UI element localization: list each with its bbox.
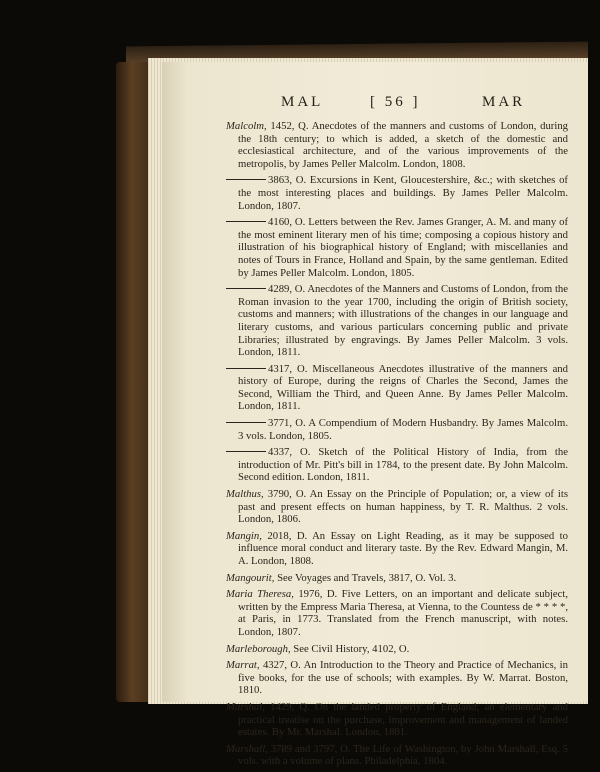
- entry-heading: Malthus,: [226, 488, 264, 501]
- catalog-entry: [226, 530, 568, 568]
- entry-heading: Marrat,: [226, 659, 260, 672]
- catalog-entry: [226, 488, 568, 526]
- book-page: [162, 62, 588, 768]
- entry-text: 1429, Q. On the landed property of England; an elementary and practical treatise on the purchase, improvement and management of landed estates. By Mr. Marshal. London, 1801.: [238, 700, 568, 739]
- catalog-entry: [226, 643, 568, 656]
- running-header: [162, 94, 588, 118]
- entry-text: 3789 and 3797, O. The Life of Washington, by John Marshall, Esq. 5 vols. with a volume of plans. Philadelphia, 1804.: [238, 742, 568, 768]
- entry-text: 1452, Q. Anecdotes of the manners and customs of London, during the 18th century; to which is added, a sketch of the domestic and ecclesiastical architecture, and of the various improvements of the metropolis, by James Peller Malcolm. London, 1808.: [238, 120, 569, 170]
- catalog-entry: [226, 572, 568, 585]
- entry-text: 4289, O. Anecdotes of the Manners and Customs of London, from the Roman invasion to the year 1700, including the origin of British society, customs and manners; with illustrations of the changes in our language and literary customs, and various particulars concerning public and private Libraries; illustrated by engravings. By James Peller Malcolm. 3 vols. London, 1811.: [238, 283, 568, 359]
- header-right: MAR: [482, 94, 526, 110]
- ditto-dash: [226, 451, 266, 452]
- entry-text: See Voyages and Travels, 3817, O. Vol. 3.: [277, 571, 457, 584]
- entry-text: 4327, O. An Introduction to the Theory and Practice of Mechanics, in five books, for the use of schools; with examples. By W. Marrat. Boston, 1810.: [238, 659, 569, 697]
- entry-text: 2018, D. An Essay on Light Reading, as it may be supposed to influence moral conduct and literary taste. By the Rev. Edward Mangin, M. A. London, 1808.: [238, 529, 568, 567]
- entry-text: 3771, O. A Compendium of Modern Husbandry. By James Malcolm. 3 vols. London, 1805.: [238, 417, 568, 442]
- catalog-entry: [226, 216, 568, 279]
- ditto-dash: [226, 288, 266, 289]
- catalog-entry: [226, 174, 568, 212]
- entry-text: 4337, O. Sketch of the Political History of India, from the introduction of Mr. Pitt's bill in 1784, to the present date. By John Malcolm. Second edition. London, 1811.: [238, 446, 568, 484]
- entry-heading: Mangin,: [226, 529, 262, 542]
- entry-text: 3790, O. An Essay on the Principle of Population; or, a view of its past and present effects on human happiness, by T. R. Malthus. 2 vols. London, 1806.: [238, 488, 569, 526]
- catalog-entry: [226, 743, 568, 768]
- entry-heading: Maria Theresa,: [226, 588, 294, 601]
- catalog-entry: [226, 588, 568, 638]
- entry-heading: Malcolm,: [226, 120, 267, 132]
- entry-text: 3863, O. Excursions in Kent, Gloucestershire, &c.; with sketches of the most interesting places and buildings. By James Peller Malcolm. London, 1807.: [238, 174, 568, 212]
- catalog-entry: [226, 659, 568, 697]
- catalog-entry: [226, 417, 568, 442]
- entry-text: 4317, O. Miscellaneous Anecdotes illustrative of the manners and history of Europe, during the reigns of Charles the Second, James the Second, William the Third, and Queen Anne. By James Peller Malcolm. London, 1811.: [238, 362, 568, 413]
- ditto-dash: [226, 422, 266, 423]
- header-left: MAL: [281, 94, 324, 110]
- page-number: [ 56 ]: [370, 94, 421, 110]
- entry-heading: Marshal,: [226, 700, 265, 713]
- catalog-entry: [226, 701, 568, 739]
- dark-background: [588, 40, 600, 760]
- catalog-entries: [226, 120, 568, 772]
- entry-text: 4160, O. Letters between the Rev. James Granger, A. M. and many of the most eminent literary men of his time; composing a copious history and illustration of his biographical history of England; with miscellanies and notes of Tours in France, Holland and Spain, by the same gentleman. Edited by James Peller Malcolm. London, 1805.: [238, 216, 568, 279]
- entry-text: See Civil History, 4102, O.: [293, 642, 410, 655]
- entry-heading: Marleborough,: [226, 642, 291, 655]
- ditto-dash: [226, 179, 266, 180]
- catalog-entry: [226, 120, 568, 170]
- ditto-dash: [226, 368, 266, 369]
- catalog-entry: [226, 446, 568, 484]
- entry-text: 1976, D. Five Letters, on an important and delicate subject, written by the Empress Maria Theresa, at Vienna, to the Countess de * * * *, at Paris, in 1773. Translated from the French manuscript, with notes. London, 1807.: [238, 588, 569, 638]
- catalog-entry: [226, 283, 568, 359]
- entry-heading: Marshall,: [226, 742, 268, 755]
- catalog-entry: [226, 363, 568, 413]
- ditto-dash: [226, 221, 266, 222]
- entry-heading: Mangourit,: [226, 571, 275, 584]
